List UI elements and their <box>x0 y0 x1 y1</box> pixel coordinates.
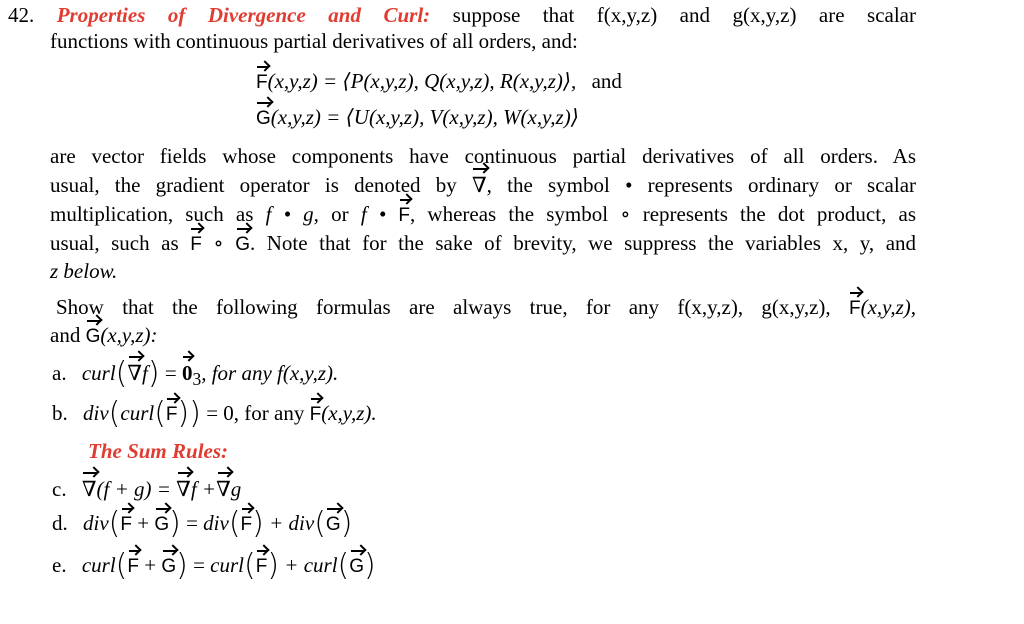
plus: + <box>137 511 150 535</box>
equation-G <box>256 104 579 132</box>
vector-F: F <box>120 512 132 538</box>
intro-line-2 <box>50 28 578 54</box>
vector-F-show: F <box>849 296 861 322</box>
vector-G: G <box>161 554 176 580</box>
equation-F <box>256 68 622 96</box>
g-var: g <box>230 477 242 501</box>
vector-F: F <box>166 402 178 428</box>
intro-line-1: suppose that f(x,y,z) and g(x,y,z) are scalar <box>452 3 916 27</box>
paragraph1-text-3b: , whereas the symbol ∘ represents the dot product, as <box>409 202 917 226</box>
nabla-symbol: ∇ <box>176 477 191 501</box>
paragraph1-line4 <box>50 230 916 258</box>
sum-rules-title: The Sum Rules: <box>88 439 229 463</box>
equation-F-body: (x,y,z) = ⟨P(x,y,z), Q(x,y,z), R(x,y,z)⟩, <box>267 69 577 93</box>
paragraph1-text-4a: usual, such as <box>50 231 179 255</box>
paragraph1-text-2a: usual, the gradient operator is denoted by <box>50 173 457 197</box>
item-c-label: c. <box>52 477 67 501</box>
item-d: d. div(F + G) = div(F) + div(G) <box>52 506 353 541</box>
paragraph1-line5 <box>50 258 117 284</box>
vector-F-inline: F <box>398 203 410 229</box>
paragraph1-text-2b: , the symbol • represents ordinary or scalar <box>486 173 917 197</box>
curl-op: curl <box>210 553 244 577</box>
curl-op: curl <box>120 401 155 425</box>
plus: + <box>144 553 157 577</box>
paragraph2-line1 <box>56 294 916 322</box>
item-b-rest: = 0, for any <box>206 401 305 425</box>
f-dot-g: f • g, <box>265 202 319 226</box>
vector-F: F <box>256 554 268 580</box>
paragraph1-text-5: z below. <box>50 259 118 283</box>
item-c <box>52 476 241 502</box>
paragraph1-text-3a: multiplication, such as <box>50 202 254 226</box>
paragraph1-text-1: are vector fields whose components have continuous partial derivatives of all orders. As <box>50 144 916 168</box>
item-d-label: d. <box>52 511 68 535</box>
paragraph1-line2 <box>50 172 916 198</box>
sum-rules-heading <box>88 438 228 464</box>
vector-G-dot: G <box>235 232 250 258</box>
paragraph2-line2 <box>50 322 158 350</box>
problem-title: Properties of Divergence and Curl: <box>56 3 431 27</box>
plus-div: + div <box>269 511 315 535</box>
vector-G: G <box>154 512 169 538</box>
sum-expr: (f + g) = <box>96 477 171 501</box>
vector-F: F <box>241 512 253 538</box>
item-e: e. curl(F + G) = curl(F) + curl(G) <box>52 548 376 583</box>
vector-G-symbol: G <box>256 106 271 132</box>
vector-F: F <box>127 554 139 580</box>
paragraph2-text-1b: (x,y,z), <box>860 295 917 319</box>
equation-and: and <box>591 69 622 93</box>
f-plus: f + <box>190 477 217 501</box>
equals: = <box>164 361 177 385</box>
intro-text-2: functions with continuous partial derivatives of all orders, and: <box>50 29 578 53</box>
vector-G: G <box>349 554 364 580</box>
nabla-symbol: ∇ <box>472 173 487 197</box>
div-op: div <box>83 401 109 425</box>
and-word: and <box>50 323 81 347</box>
curl-op: curl <box>81 553 116 577</box>
nabla-symbol: ∇ <box>127 361 143 385</box>
dot-product-symbol: ∘ <box>213 231 224 255</box>
item-e-label: e. <box>52 553 67 577</box>
item-a-label: a. <box>52 361 67 385</box>
div-op: div <box>83 511 109 535</box>
nabla-symbol: ∇ <box>216 477 231 501</box>
paragraph2-text-1a: Show that the following formulas are always true, for any f(x,y,z), g(x,y,z), <box>56 295 831 319</box>
equation-G-body: (x,y,z) = ⟨U(x,y,z), V(x,y,z), W(x,y,z)⟩ <box>270 105 579 129</box>
item-b-label: b. <box>52 401 68 425</box>
paragraph2-text-2b: (x,y,z): <box>100 323 158 347</box>
equals: = <box>186 511 198 535</box>
vector-G: G <box>326 512 341 538</box>
item-b-rest2: (x,y,z). <box>321 401 377 425</box>
nabla-symbol: ∇ <box>81 477 97 501</box>
paragraph1-text-4b: . Note that for the sake of brevity, we suppress the variables x, y, and <box>249 231 917 255</box>
vector-G-show: G <box>86 324 101 350</box>
zero-subscript: 3 <box>192 369 202 390</box>
curl-op: curl <box>81 361 116 385</box>
problem-header-line <box>8 2 916 28</box>
f-var: f <box>142 361 148 385</box>
problem-number: 42. <box>8 3 35 27</box>
item-b: b. div(curl(F)) = 0, for any F(x,y,z). <box>52 396 377 431</box>
div-op: div <box>203 511 229 535</box>
vector-F: F <box>310 402 322 428</box>
vector-F-symbol: F <box>256 70 268 96</box>
plus-curl: + curl <box>284 553 338 577</box>
equals: = <box>193 553 205 577</box>
or-word: or <box>331 202 349 226</box>
item-a: a. curl(∇f) = $0_3$, for any f(x,y,z). <box>52 356 339 391</box>
f-dot: f • <box>360 202 387 226</box>
zero-vector: 0 <box>181 361 193 385</box>
item-a-rest: , for any f(x,y,z). <box>201 361 339 385</box>
paragraph1-line3 <box>50 201 916 229</box>
vector-F-dot: F <box>190 232 202 258</box>
